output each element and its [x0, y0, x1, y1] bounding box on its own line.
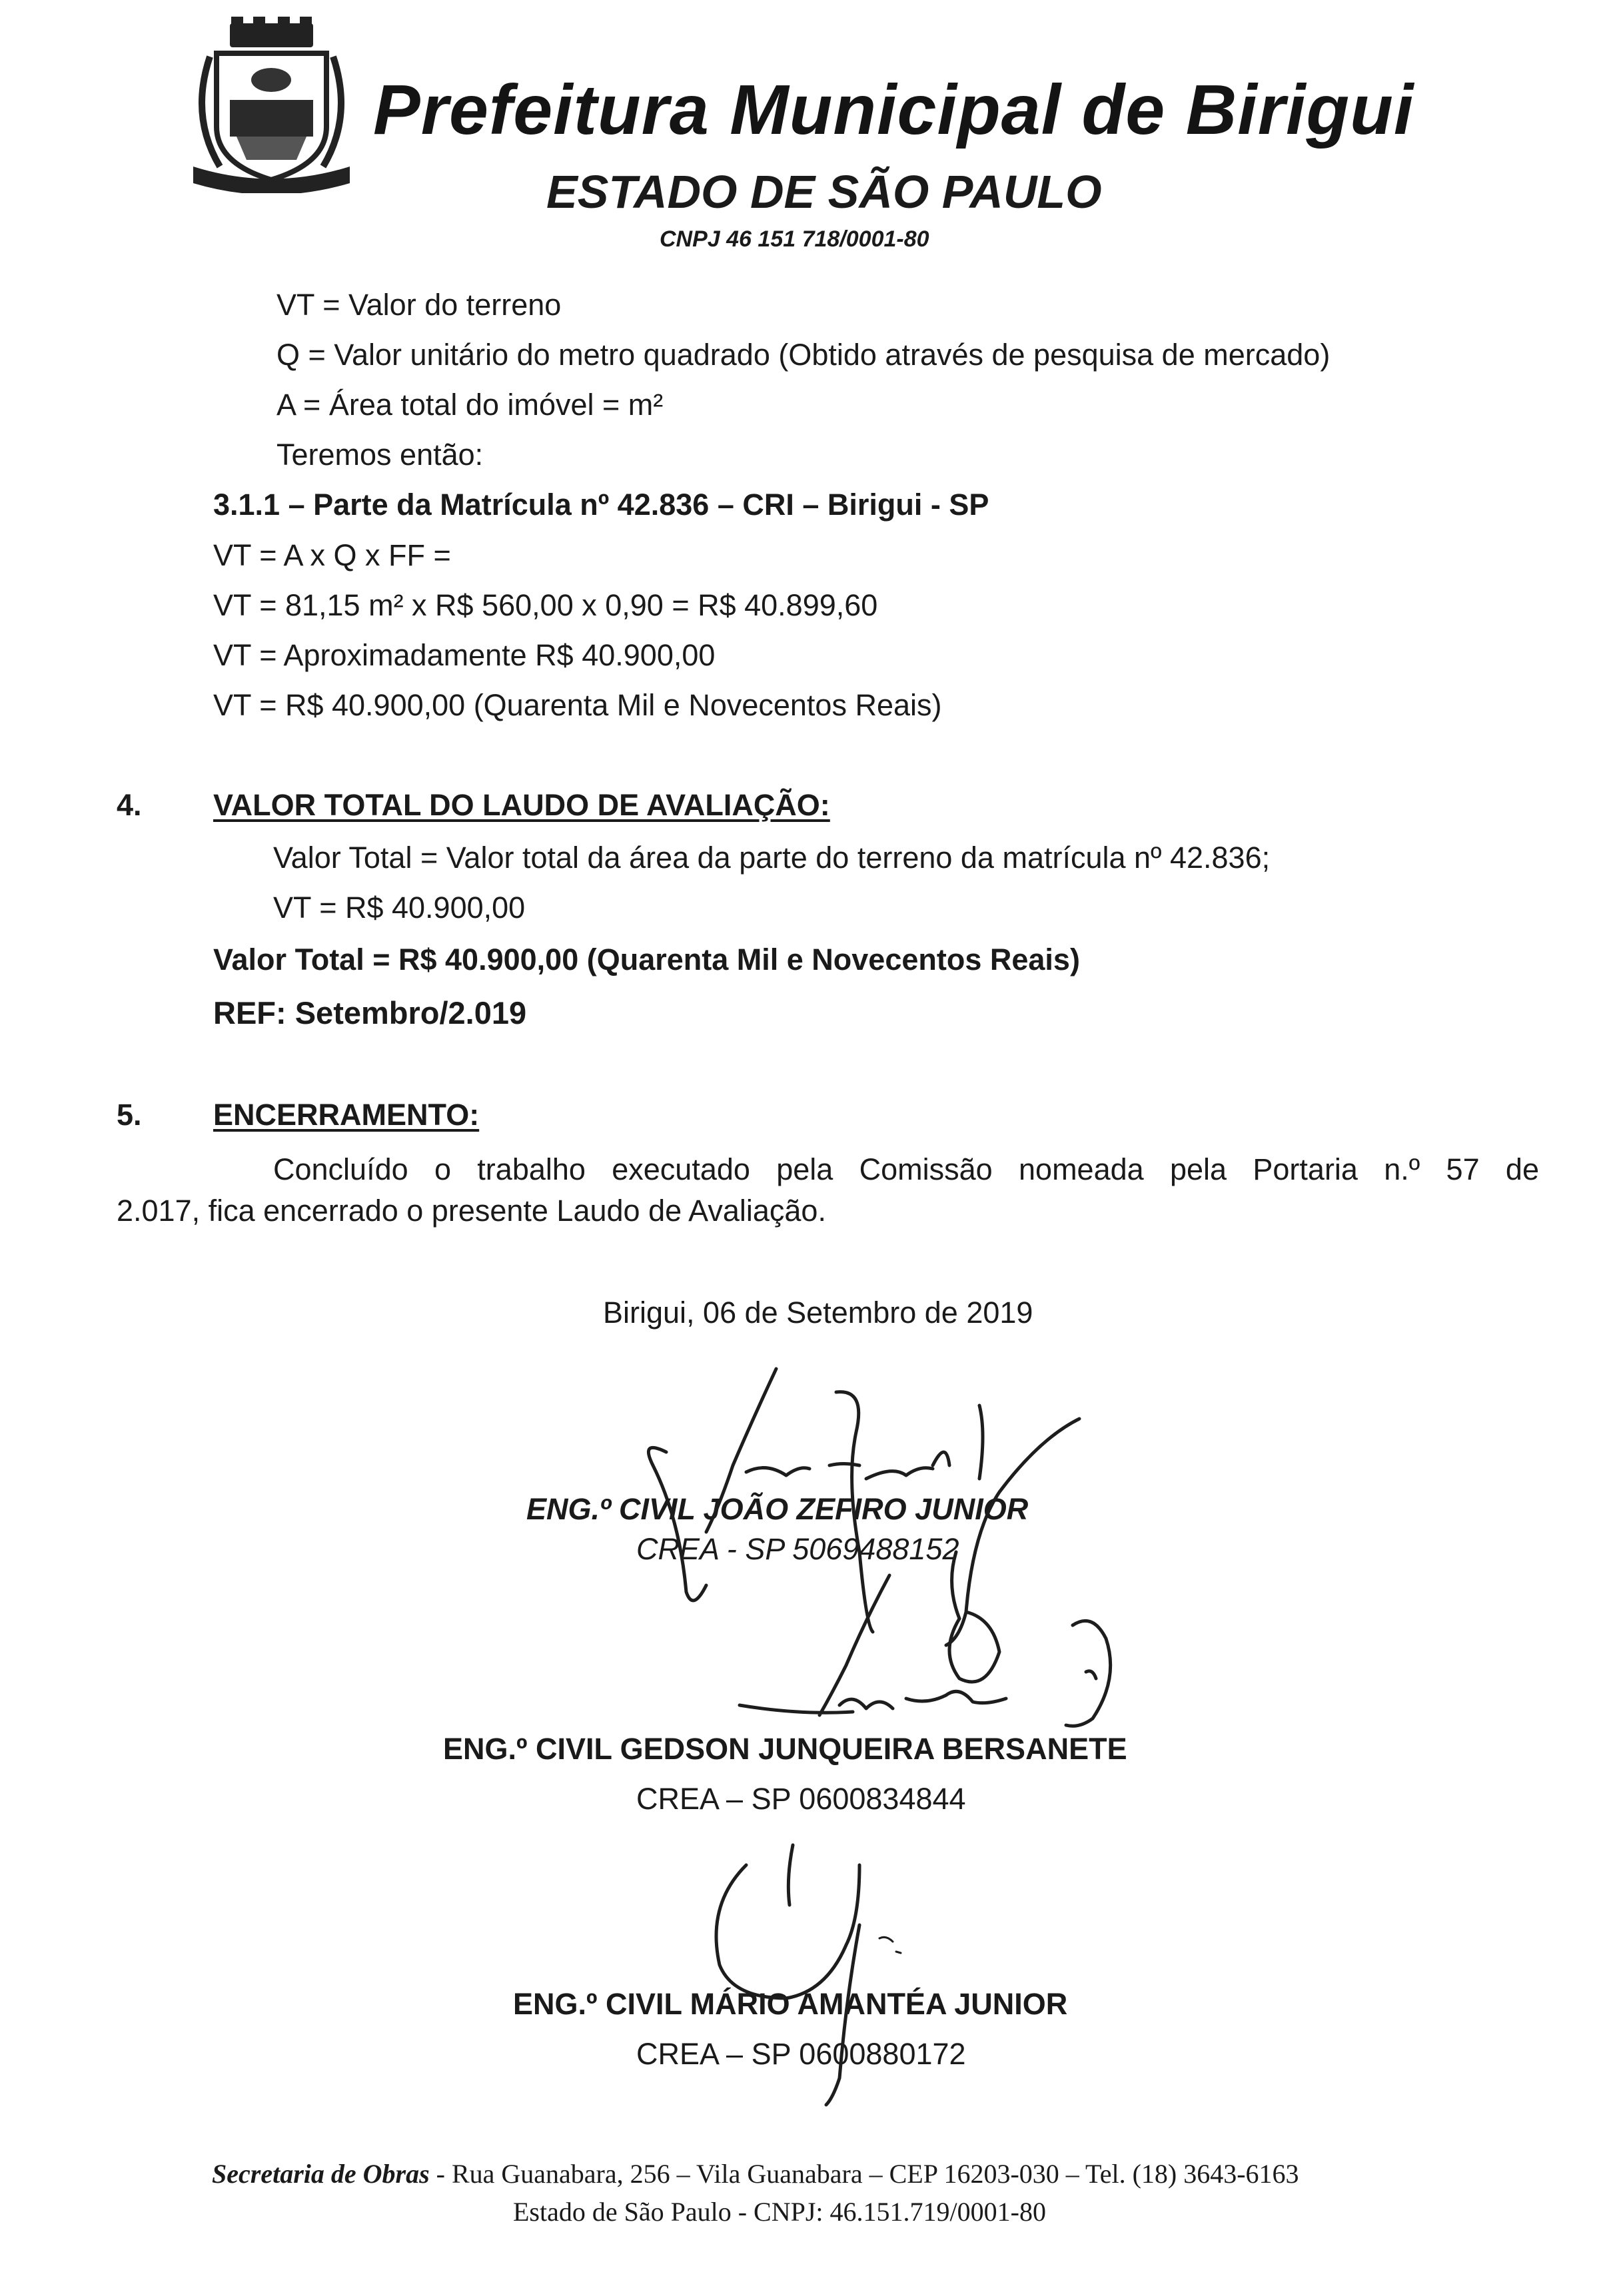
signature-3-stroke	[879, 1937, 901, 1953]
signatory-1-name: ENG.º CIVIL JOÃO ZEFIRO JUNIOR	[526, 1492, 1029, 1526]
place-date: Birigui, 06 de Setembro de 2019	[603, 1296, 1033, 1330]
footer-line1	[212, 2158, 1299, 2189]
total-value: R$ 40.900,00 (Quarenta Mil e Novecentos Reais)	[398, 943, 1080, 976]
signature-3-stroke	[716, 1845, 859, 2105]
header-cnpj: CNPJ 46 151 718/0001-80	[660, 226, 929, 252]
calculation-line: VT = 81,15 m² x R$ 560,00 x 0,90 = R$ 40.899,60	[213, 588, 878, 622]
signatory-1-crea: CREA - SP 5069488152	[636, 1532, 959, 1566]
section-5-title: ENCERRAMENTO:	[213, 1098, 480, 1132]
legend-q: Q = Valor unitário do metro quadrado (Obtido através de pesquisa de mercado)	[276, 338, 1331, 372]
legend-teremos: Teremos então:	[276, 438, 484, 472]
signature-1-stroke	[933, 1452, 959, 1619]
signatory-3-crea: CREA – SP 0600880172	[636, 2037, 966, 2071]
legend-a: A = Área total do imóvel = m²	[276, 388, 664, 422]
footer-department: Secretaria de Obras	[212, 2159, 430, 2189]
signature-1-stroke	[648, 1369, 1079, 1645]
footer-line2: Estado de São Paulo - CNPJ: 46.151.719/0001-80	[513, 2197, 1046, 2227]
section-4-title: VALOR TOTAL DO LAUDO DE AVALIAÇÃO:	[213, 788, 830, 822]
approx-line: VT = Aproximadamente R$ 40.900,00	[213, 638, 716, 672]
signatory-2-name: ENG.º CIVIL GEDSON JUNQUEIRA BERSANETE	[443, 1732, 1127, 1766]
section-5-line1: Concluído o trabalho executado pela Comissão nomeada pela Portaria n.º 57 de	[273, 1152, 1539, 1186]
formula-line: VT = A x Q x FF =	[213, 538, 451, 572]
section-311-heading: 3.1.1 – Parte da Matrícula nº 42.836 – CRI – Birigui - SP	[213, 488, 989, 522]
section-4-line1: Valor Total = Valor total da área da parte do terreno da matrícula nº 42.836;	[273, 841, 1271, 875]
final-value-line: VT = R$ 40.900,00 (Quarenta Mil e Novecentos Reais)	[213, 688, 942, 722]
state-subtitle: ESTADO DE SÃO PAULO	[546, 166, 1102, 218]
section-5-line2: 2.017, fica encerrado o presente Laudo de Avaliação.	[117, 1194, 826, 1228]
footer-address: - Rua Guanabara, 256 – Vila Guanabara – CEP 16203-030 – Tel. (18) 3643-6163	[429, 2159, 1299, 2189]
section-4-line2: VT = R$ 40.900,00	[273, 891, 526, 925]
legend-vt: VT = Valor do terreno	[276, 288, 562, 322]
signatory-2-crea: CREA – SP 0600834844	[636, 1782, 966, 1816]
total-label: Valor Total =	[213, 943, 398, 976]
reference-date: REF: Setembro/2.019	[213, 995, 527, 1030]
signature-2-stroke	[740, 1575, 1111, 1726]
section-5-number: 5.	[117, 1098, 142, 1132]
page-title: Prefeitura Municipal de Birigui	[373, 71, 1414, 149]
signatory-3-name: ENG.º CIVIL MÁRIO AMANTÉA JUNIOR	[513, 1987, 1068, 2021]
section-4-number: 4.	[117, 788, 142, 822]
